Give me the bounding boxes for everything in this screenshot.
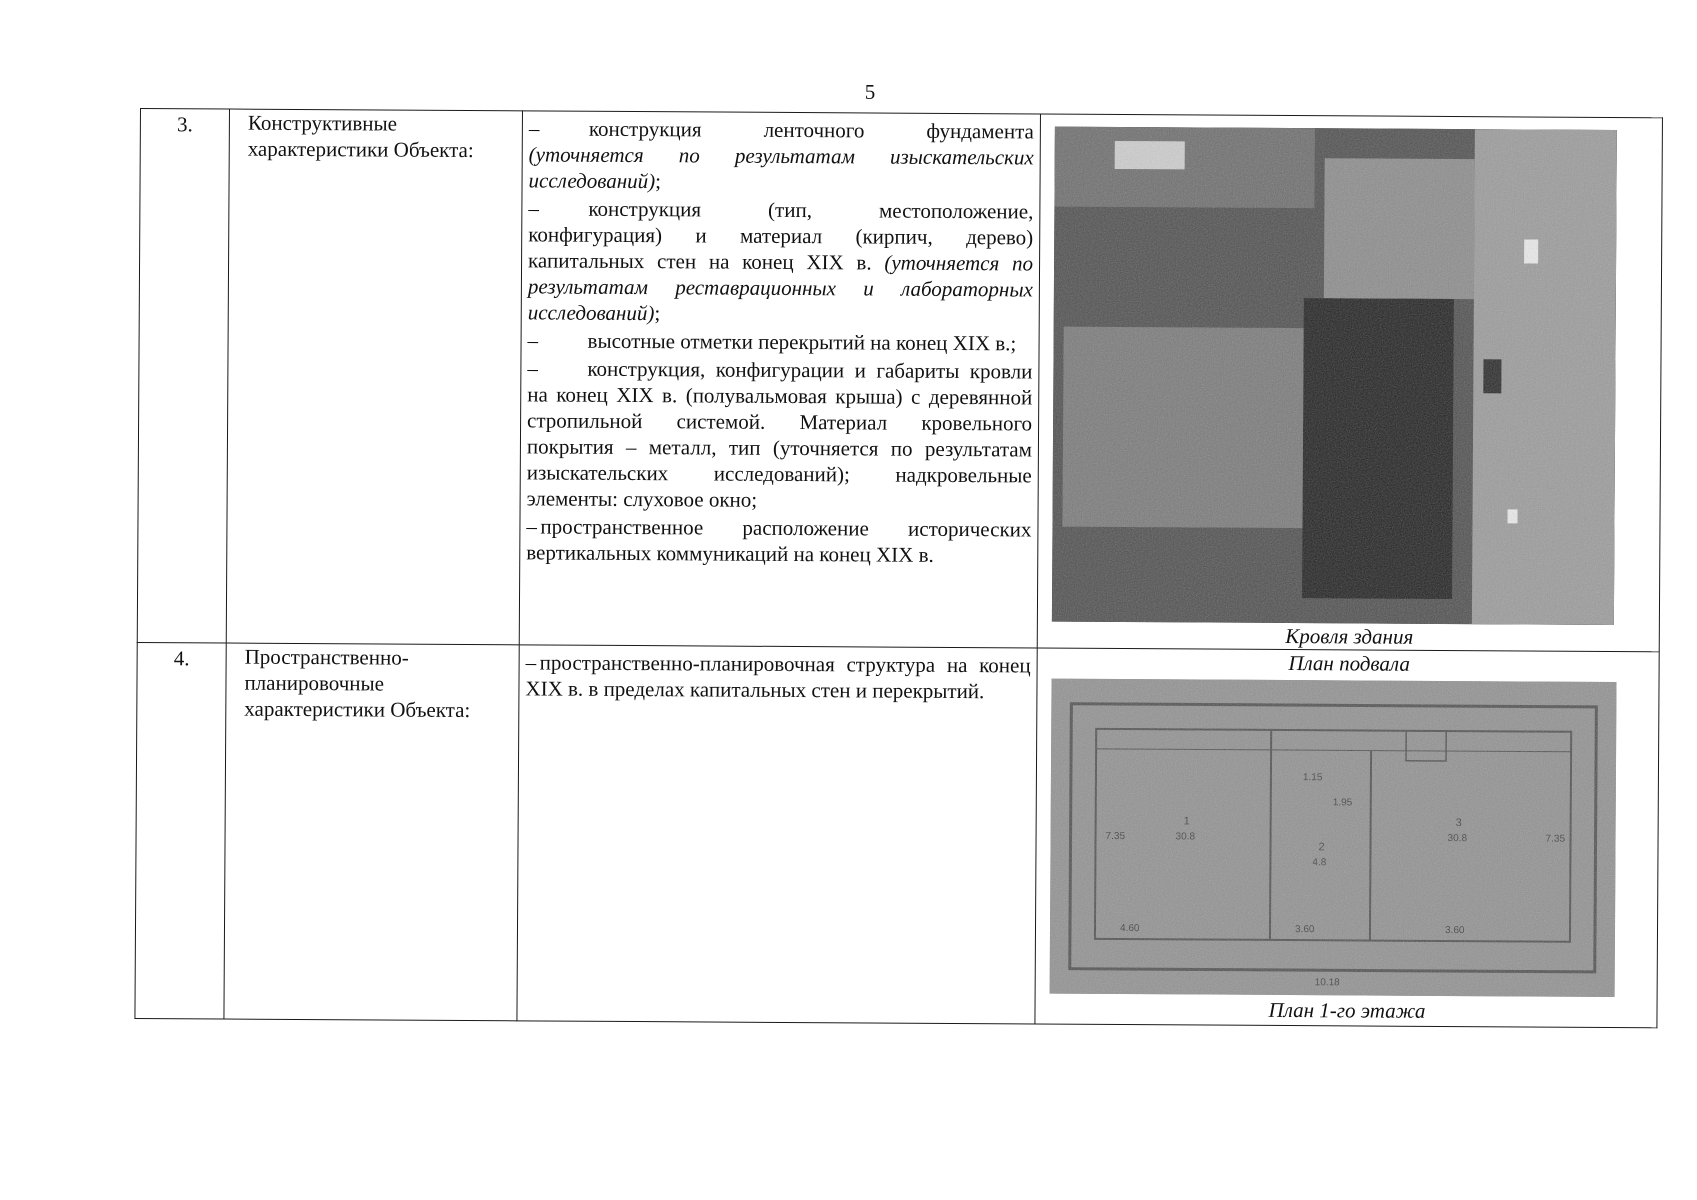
image-caption-top: План подвала [1288,651,1410,676]
roof-aerial-photo [1052,127,1617,625]
list-item: – конструкция ленточного фундамента (уточняется по результатам изыскательских исследований); [528,116,1034,194]
list-item: – пространственное расположение исторических вертикальных коммуникаций на конец XIX в. [526,514,1032,567]
table-row [137,109,1662,652]
floor-plan-drawing [1050,679,1617,997]
list-item: – пространственно-планировочная структура на конец XIX в. в пределах капитальных стен и перекрытий. [525,650,1031,704]
list-item: – высотные отметки перекрытий на конец XIX в.; [527,328,1017,356]
image-cell-roof [1037,114,1662,652]
row-description [517,645,1037,1024]
list-item: – конструкция (тип, местоположение, конфигурация) и материал (кирпич, дерево) капитальных стен на конец XIX в. (уточняется по результатам реставрационных и лабораторных исследований); [527,196,1034,326]
table-row [135,642,1659,1027]
characteristics-table [134,108,1663,1028]
image-caption-bottom: План 1-го этажа [1268,997,1426,1023]
row-description [519,111,1040,648]
list-item: – конструкция, конфигурации и габариты кровли на конец XIX в. (полувальмовая крыша) с деревянной стропильной системой. Материал кровельного покрытия – металл, тип (уточняется по результатам изыскательских исследований); надкровельные элементы: слуховое окно; [526,356,1033,512]
row-title: Конструктивные характеристики Объекта: [226,109,522,645]
image-cell-plan [1035,648,1659,1028]
row-number: 4. [135,642,226,1019]
image-caption: Кровля здания [1285,624,1414,649]
row-number: 3. [137,109,229,644]
row-title: Пространственно-планировочные характеристики Объекта: [224,643,519,1021]
page-number: 5 [864,80,876,104]
